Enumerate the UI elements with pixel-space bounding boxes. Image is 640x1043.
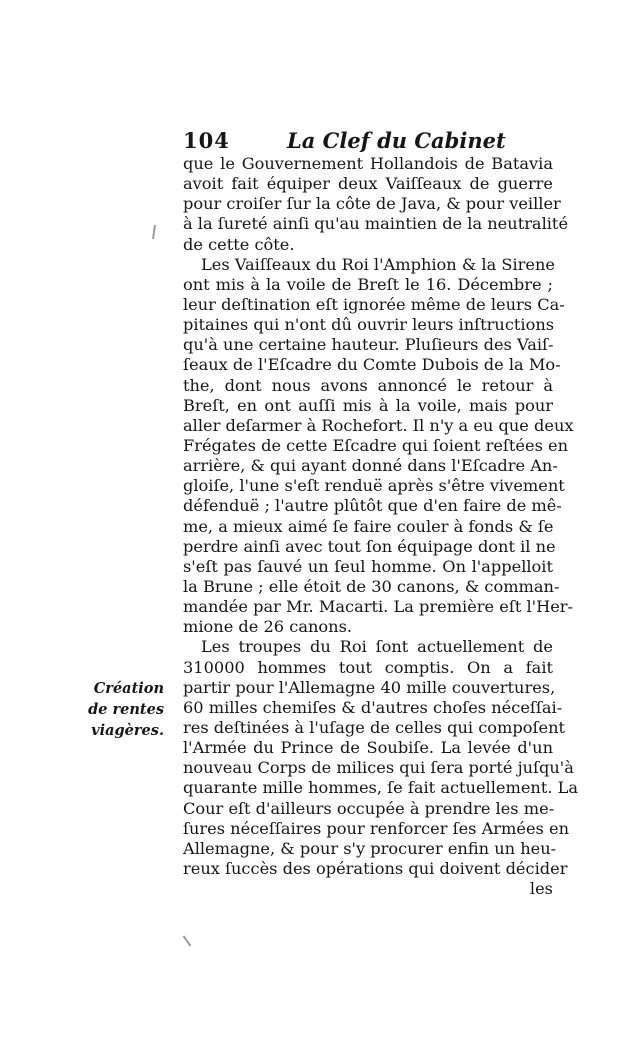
text-line: gloiſe, l'une s'eſt renduë après s'être vivement [183, 476, 565, 496]
text-line: nouveau Corps de milices qui ſera porté juſqu'à [183, 758, 574, 778]
text-line: que le Gouvernement Hollandois de Batavia [183, 154, 553, 173]
catchword: les [529, 879, 553, 899]
text-line: pitaines qui n'ont dû ouvrir leurs inſtructions [183, 315, 555, 335]
text-line: mione de 26 canons. [183, 617, 353, 637]
text-line: Les Vaiſſeaux du Roi l'Amphion & la Sirene [201, 254, 555, 274]
text-line: Cour eſt d'ailleurs occupée à prendre les me- [183, 798, 555, 818]
text-line: 310000 hommes tout comptis. On a fait [183, 657, 553, 677]
text-line: ſeaux de l'Eſcadre du Comte Dubois de la Mo- [183, 355, 561, 375]
text-line: 60 milles chemiſes & d'autres choſes néceſſai- [183, 697, 563, 717]
text-line: me, a mieux aimé ſe faire couler à fonds & ſe [183, 516, 554, 536]
text-line: arrière, & qui ayant donné dans l'Eſcadre An- [183, 456, 558, 476]
text-line: leur deſtination eſt ignorée même de leurs Ca- [183, 294, 565, 314]
text-line: Breſt, en ont auſſi mis à la voile, mais pour [183, 395, 553, 415]
margin-note-line: de rentes [88, 701, 164, 718]
text-line: avoit fait équiper deux Vaiſſeaux de guerre [183, 174, 553, 194]
ink-mark [152, 225, 156, 239]
text-line: de cette côte. [183, 234, 295, 254]
text-line: à la ſureté ainſi qu'au maintien de la neutralité [183, 214, 569, 234]
text-line: défenduë ; l'autre plûtôt que d'en faire de mê- [183, 496, 562, 516]
page-number: 104 [183, 128, 230, 153]
text-line: qu'à une certaine hauteur. Pluſieurs des Vaiſ- [183, 335, 554, 355]
text-line: aller deſarmer à Rochefort. Il n'y a eu que deux [183, 415, 574, 435]
text-line: res deſtinées à l'uſage de celles qui compoſent [183, 717, 566, 737]
text-line: mandée par Mr. Macarti. La première eſt l'Her- [183, 597, 574, 617]
margin-note-line: viagères. [91, 722, 164, 739]
text-line: l'Armée du Prince de Soubiſe. La levée d'un [183, 738, 553, 758]
text-line: Les troupes du Roi ſont actuellement de [201, 637, 553, 657]
ink-mark [183, 936, 192, 947]
page-header [183, 128, 553, 156]
text-line: ont mis à la voile de Breſt le 16. Décembre ; [183, 274, 553, 294]
text-line: partir pour l'Allemagne 40 mille couvertures, [183, 677, 556, 697]
text-line: pour croiſer ſur la côte de Java, & pour veiller [183, 194, 561, 214]
margin-note [86, 678, 164, 741]
text-line: perdre ainſi avec tout ſon équipage dont il ne [183, 536, 556, 556]
text-line: Allemagne, & pour s'y procurer enfin un heu- [183, 838, 557, 858]
margin-note-line: Création [93, 680, 164, 697]
text-line: Frégates de cette Eſcadre qui ſoient reſtées en [183, 435, 569, 455]
running-title: La Clef du Cabinet [287, 128, 506, 153]
body-text [183, 154, 579, 899]
text-line: the, dont nous avons annoncé le retour à [183, 375, 553, 395]
text-line: s'eſt pas ſauvé un ſeul homme. On l'appelloit [183, 556, 553, 576]
text-line: reux ſuccès des opérations qui doivent décider [183, 858, 568, 878]
text-line: la Brune ; elle étoit de 30 canons, & comman- [183, 576, 560, 596]
text-line: quarante mille hommes, ſe fait actuellement. La [183, 778, 579, 798]
text-line: ſures néceſſaires pour renforcer ſes Armées en [183, 818, 570, 838]
